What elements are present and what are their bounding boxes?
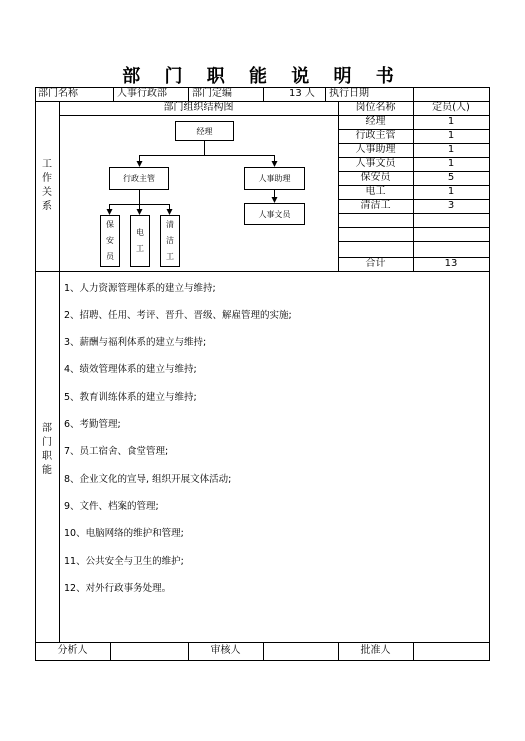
approver-value[interactable]	[415, 645, 487, 657]
org-chart-title: 部门组织结构图	[163, 102, 234, 113]
total-label: 合计	[365, 258, 386, 269]
analyst-value[interactable]	[112, 645, 186, 657]
position-name: 保安员	[360, 172, 391, 183]
position-name: 人事助理	[355, 144, 396, 155]
org-box-cleaner: 清 洁 工	[160, 215, 180, 267]
position-name: 电工	[365, 186, 386, 197]
quota-header: 定员(人)	[432, 102, 470, 113]
function-item: 5、教育训练体系的建立与维持;	[64, 392, 197, 403]
function-item: 11、公共安全与卫生的维护;	[64, 556, 184, 567]
dept-name-label: 部门名称	[38, 88, 78, 99]
position-count: 1	[447, 116, 455, 127]
position-name: 人事文员	[355, 158, 396, 169]
position-name: 清洁工	[360, 200, 391, 211]
position-header: 岗位名称	[355, 102, 396, 113]
position-count: 1	[447, 144, 455, 155]
function-item: 2、招聘、任用、考评、晋升、晋级、解雇管理的实施;	[64, 310, 292, 321]
org-box-hr-assistant: 人事助理	[244, 167, 305, 190]
page-title: 部 门 职 能 说 明 书	[122, 66, 403, 87]
position-count: 5	[447, 172, 455, 183]
org-box-admin-supervisor: 行政主管	[109, 167, 169, 190]
function-item: 6、考勤管理;	[64, 419, 121, 430]
org-box-manager: 经理	[175, 121, 234, 141]
function-item: 4、绩效管理体系的建立与维持;	[64, 364, 197, 375]
reviewer-label: 审核人	[210, 645, 241, 656]
functions-side-label: 部 门 职 能	[42, 423, 52, 476]
function-item: 8、企业文化的宣导, 组织开展文体活动;	[64, 474, 232, 485]
headcount-value: 13 人	[289, 88, 315, 99]
org-box-hr-clerk: 人事文员	[244, 203, 305, 225]
position-count: 3	[447, 200, 455, 211]
reviewer-value[interactable]	[265, 645, 337, 657]
position-name: 行政主管	[355, 130, 396, 141]
position-count: 1	[447, 158, 455, 169]
function-item: 9、文件、档案的管理;	[64, 501, 159, 512]
position-count: 1	[447, 130, 455, 141]
approver-label: 批准人	[360, 645, 391, 656]
position-count: 1	[447, 186, 455, 197]
function-item: 12、对外行政事务处理。	[64, 583, 172, 594]
dept-name-value: 人事行政部	[117, 88, 167, 99]
function-item: 7、员工宿舍、食堂管理;	[64, 446, 169, 457]
org-box-security: 保 安 员	[100, 215, 120, 267]
total-value: 13	[444, 258, 458, 269]
function-item: 1、人力资源管理体系的建立与维持;	[64, 283, 216, 294]
position-name: 经理	[365, 116, 386, 127]
work-relation-side-label: 工 作 关 系	[42, 159, 52, 212]
analyst-label: 分析人	[57, 645, 88, 656]
function-item: 3、薪酬与福利体系的建立与维持;	[64, 337, 207, 348]
org-box-electrician: 电 工	[130, 215, 150, 267]
headcount-label: 部门定编	[192, 88, 232, 99]
function-item: 10、电脑网络的维护和管理;	[64, 528, 184, 539]
exec-date-label: 执行日期	[329, 88, 369, 99]
